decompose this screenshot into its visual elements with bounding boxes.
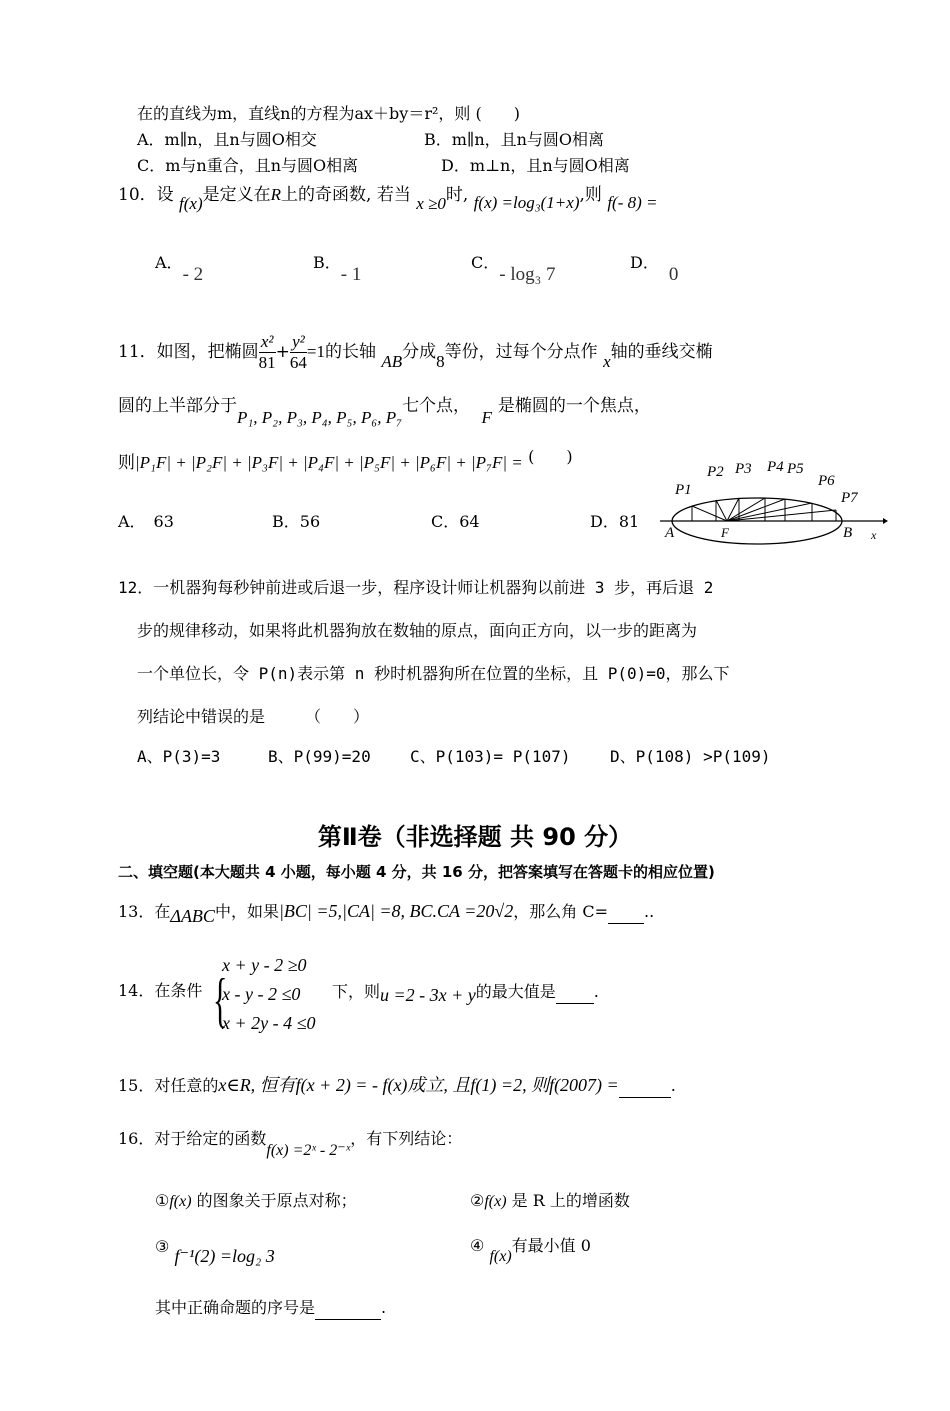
label-f: F [721, 525, 729, 540]
q9-option-a: A．m∥n，且n与圆O相交 [137, 130, 317, 149]
q9-option-c: C．m与n重合，且n与圆O相离 [137, 156, 359, 175]
q10-ask: f(- 8) = [607, 193, 658, 212]
x-axis-arrow-icon [883, 518, 888, 524]
label-p3: P3 [735, 461, 752, 477]
segment-p1 [692, 506, 727, 521]
q16-conclusion-4: ④ f(x)有最小值 0 [470, 1236, 591, 1265]
q10-option-b: B．- 1 [313, 253, 362, 285]
segment-p2 [716, 500, 727, 521]
q12-line1: 12．一机器狗每秒钟前进或后退一步，程序设计师让机器狗以前进 3 步，再后退 2 [118, 578, 714, 597]
label-p2: P2 [707, 464, 724, 480]
q10-condition: x ≥0 [416, 194, 446, 213]
q12-option-a: A、P(3)=3 [137, 747, 221, 766]
label-b: B [843, 525, 853, 541]
q16-stem: 16．对于给定的函数f(x) =2ˣ - 2⁻ˣ，有下列结论： [118, 1129, 463, 1159]
q10-option-a: A．- 2 [155, 253, 204, 285]
q10-text4: ,则 [579, 185, 602, 205]
q15-answer-blank [619, 1075, 671, 1098]
q10-r: R [270, 185, 282, 204]
q11-sum-expression: |P₁F| + |P₂F| + |P₃F| + |P₄F| + |P₅F| + |P₆F| + |P₇F| = [135, 453, 523, 472]
label-a: A [665, 525, 675, 541]
q14-condition-3: x + 2y - 4 ≤0 [222, 1013, 316, 1033]
q16-conclusion-2: ②f(x) 是 R 上的增函数 [470, 1191, 630, 1210]
q11-frac-x: $\frac{\text{x²}}{81}$ [258, 332, 276, 372]
q9-stem: 在的直线为m，直线n的方程为ax＋by＝r²，则 ( ) [137, 104, 520, 123]
q15-expression: x∈R, 恒有f(x + 2) = - f(x)成立, 且f(1) =2, 则f(2007) = [218, 1075, 619, 1095]
section-fill-in-header: 二、填空题(本大题共 4 小题，每小题 4 分，共 16 分，把答案填写在答题卡的相应位置) [118, 863, 715, 881]
q12-line3: 一个单位长，令 P(n)表示第 n 秒时机器狗所在位置的坐标，且 P(0)=0，那么下 [137, 664, 730, 683]
label-p7: P7 [841, 490, 858, 506]
q11-ellipse-figure [655, 452, 890, 547]
q15-stem: 15．对任意的x∈R, 恒有f(x + 2) = - f(x)成立, 且f(1) =2, 则f(2007) = . [118, 1074, 676, 1098]
label-p6: P6 [818, 473, 835, 489]
q14-number: 14．在条件 [118, 981, 203, 1000]
q16-conclusion-3: ③ f⁻¹(2) =log₂ 3 [155, 1237, 275, 1266]
q11-option-c: C．64 [431, 512, 480, 531]
q10-option-c: C．- log₃ 7 [471, 253, 556, 285]
q16-conclusion-1: ①f(x) 的图象关于原点对称； [155, 1191, 357, 1210]
q13-expression: |BC| =5,|CA| =8, BC.CA =20√2 [278, 901, 514, 921]
q10-text2: 上的奇函数, 若当 [281, 185, 411, 205]
segment-p6 [727, 503, 812, 521]
q11-option-a: A． 63 [118, 512, 174, 531]
part2-title: 第Ⅱ卷（非选择题 共 90 分） [317, 823, 633, 851]
q11-number: 11．如图，把椭圆 [118, 342, 259, 362]
q14-stem: 下，则u =2 - 3x + y的最大值是 . [332, 982, 599, 1005]
q14-brace: { [213, 967, 228, 1033]
label-x: x [871, 528, 877, 542]
q10-stem [118, 184, 658, 213]
q14-expression: u =2 - 3x + y [380, 985, 476, 1005]
q10-option-d: D．0 [630, 253, 679, 285]
q13-answer-blank [608, 901, 644, 924]
q9-option-b: B．m∥n，且n与圆O相离 [424, 130, 605, 149]
q10-fx: f(x) [179, 194, 203, 213]
q10-number: 10．设 [118, 185, 174, 205]
q16-answer-blank [315, 1297, 381, 1320]
label-p4: P4 [767, 459, 784, 475]
q11-line2: 圆的上半部分于P₁, P₂, P₃, P₄, P₅, P₆, P₇七个点， F是椭圆的一个焦点， [118, 396, 651, 427]
q12-line2: 步的规律移动，如果将此机器狗放在数轴的原点，面向正方向，以一步的距离为 [137, 621, 698, 640]
q12-line4: 列结论中错误的是 （ ） [137, 707, 370, 726]
q9-option-d: D．m⊥n，且n与圆O相离 [441, 156, 630, 175]
q12-option-c: C、P(103)= P(107) [410, 747, 571, 766]
q16-function: f(x) =2ˣ - 2⁻ˣ [266, 1142, 351, 1159]
q14-condition-2: x - y - 2 ≤0 [222, 984, 301, 1004]
q14-answer-blank [556, 981, 594, 1004]
q11-frac-y: $\frac{\text{y²}}{64}$ [289, 332, 307, 372]
label-p5: P5 [787, 461, 804, 477]
q10-expression: f(x) =log₃(1+x) [473, 193, 580, 212]
label-p1: P1 [675, 482, 692, 498]
q12-option-b: B、P(99)=20 [268, 747, 371, 766]
q16-ask: 其中正确命题的序号是 . [155, 1297, 386, 1320]
q10-text1: 是定义在 [202, 185, 271, 205]
q10-text3: 时, [445, 185, 469, 205]
q11-line3: 则|P₁F| + |P₂F| + |P₃F| + |P₄F| + |P₅F| + |P₆F| + |P₇F| = ( ) [118, 447, 573, 473]
q11-option-d: D．81 [590, 512, 640, 531]
q12-option-d: D、P(108) >P(109) [610, 747, 771, 766]
q11-line1: 11．如图，把椭圆 $\frac{\text{x²}}{81}$ + $\frac{\text{y²}}{64}$ =1的长轴 AB分成8等份，过每个分点作 x轴的垂线交椭 [118, 332, 713, 372]
q13-stem: 13．在ΔABC中，如果|BC| =5,|CA| =8, BC.CA =20√2，那么角 C= .. [118, 901, 655, 926]
q14-condition-1: x + y - 2 ≥0 [222, 955, 307, 975]
q11-option-b: B．56 [272, 512, 321, 531]
